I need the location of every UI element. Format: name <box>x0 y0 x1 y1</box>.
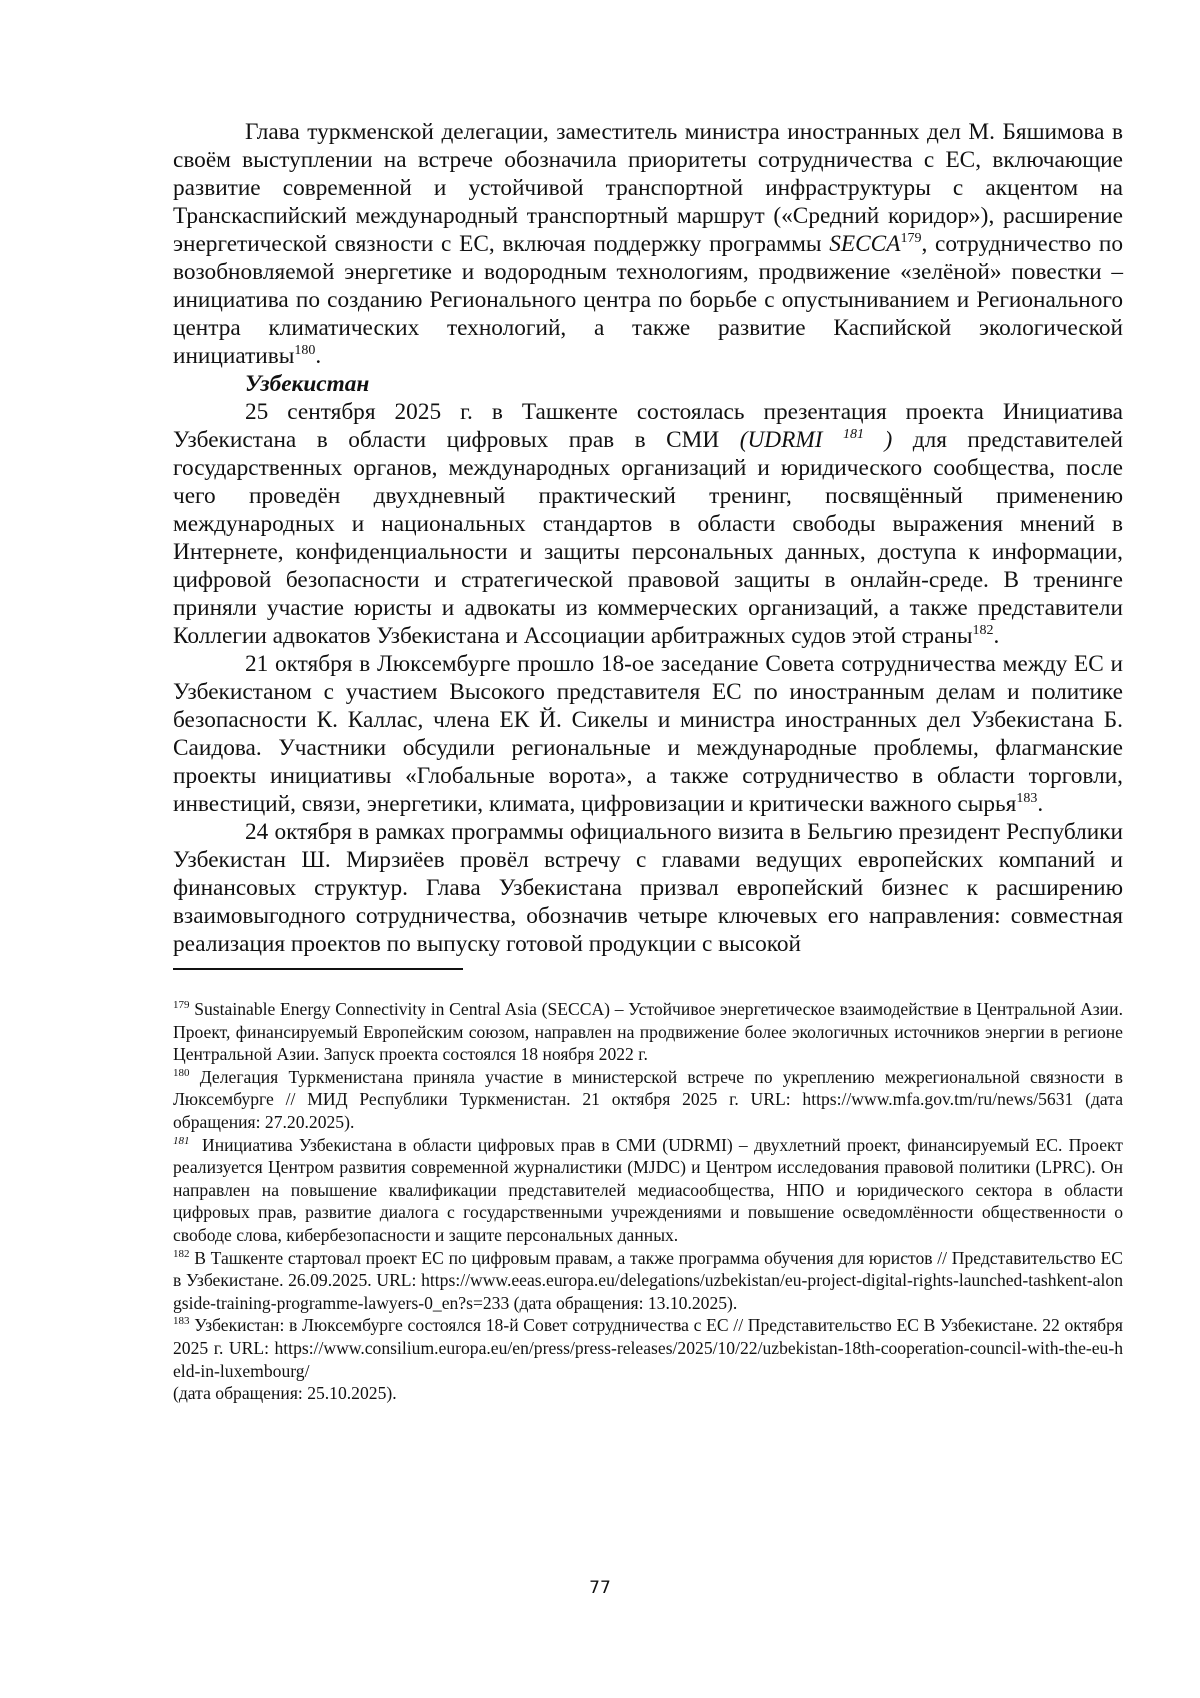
footnote-179: $^{179}$ Sustainable Energy Connectivity in Central Asia (SECCA) – Устойчивое энергетическое взаимодействие в Центральной Азии. Проект, финансируемый Европейским союзом, направлен на продвижение более экологичных источников энергии в регионе Центральной Азии. Запуск проекта состоялся 18 ноября 2022 г. <box>173 999 1123 1065</box>
secca-term: SECCA <box>829 231 901 257</box>
footnote-access-date: (дата обращения: 25.10.2025). <box>173 1383 397 1404</box>
footnote-number: 181 <box>173 1134 190 1147</box>
paragraph-cooperation-council: 21 октября в Люксембурге прошло 18-ое заседание Совета сотрудничества между ЕС и Узбекистаном с участием Высокого представителя ЕС по иностранным делам и политике безопасности К. Каллас, члена ЕК Й. Сикелы и министра иностранных дел Узбекистана Б. Саидова. Участники обсудили региональные и международные проблемы, флагманские проекты инициативы «Глобальные ворота», а также сотрудничество в области торговли, инвестиций, связи, энергетики, климата, цифровизации и критически важного сырья$^{183}$. <box>173 651 1123 817</box>
footnote-ref-179[interactable]: 179 <box>900 231 922 246</box>
paragraph-udrmi-presentation: 25 сентября 2025 г. в Ташкенте состоялась презентация проекта Инициатива Узбекистана в области цифровых прав в СМИ (UDRMI $^{181}$ ) для представителей государственных органов, международных организаций и юридического сообщества, после чего проведён двухдневный практический тренинг, посвящённый применению международных и национальных стандартов в области свободы выражения мнений в Интернете, конфиденциальности и защиты персональных данных, доступа к информации, цифровой безопасности и стратегической правовой защиты в онлайн-среде. В тренинге приняли участие юристы и адвокаты из коммерческих организаций, а также представители Коллегии адвокатов Узбекистана и Ассоциации арбитражных судов этой страны$^{182}$. <box>173 399 1123 649</box>
footnote-ref-182[interactable]: 182 <box>972 623 994 638</box>
section-heading-uzbekistan: Узбекистан <box>245 371 370 397</box>
footnote-number: 180 <box>173 1066 190 1079</box>
footnote-182: $^{182}$ В Ташкенте стартовал проект ЕС по цифровым правам, а также программа обучения для юристов // Представительство ЕС в Узбекистане. 26.09.2025. URL: https://www.eeas.europa.eu/delegations/uzbekistan/eu-project-digital-rights-launched-tashkent-alongside-training-programme-lawyers-0_en?s=233 (дата обращения: 13.10.2025). <box>173 1247 1123 1313</box>
footnote-ref-181[interactable]: 181 <box>843 427 864 442</box>
paragraph-mirziyoyev-visit: 24 октября в рамках программы официального визита в Бельгию президент Республики Узбекистан Ш. Мирзиёев провёл встречу с главами ведущих европейских компаний и финансовых структур. Глава Узбекистана призвал европейский бизнес к расширению взаимовыгодного сотрудничества, обозначив четыре ключевых его направления: совместная реализация проектов по выпуску готовой продукции с высокой <box>173 819 1123 957</box>
footnote-ref-183[interactable]: 183 <box>1016 791 1038 806</box>
footnote-number: 182 <box>173 1247 190 1260</box>
page-number: 77 <box>589 1578 611 1598</box>
udrmi-term: (UDRMI $^{181}$ ) <box>739 427 893 453</box>
footnote-number: 183 <box>173 1315 190 1328</box>
footnote-ref-180[interactable]: 180 <box>294 343 316 358</box>
footnote-180: $^{180}$ Делегация Туркменистана приняла участие в министерской встрече по укреплению межрегиональной связности в Люксембурге // МИД Республики Туркменистан. 21 октября 2025 г. URL: https://www.mfa.gov.tm/ru/news/5631 (дата обращения: 27.20.2025). <box>173 1066 1123 1132</box>
page-body <box>173 118 1123 1405</box>
footnote-separator <box>173 968 463 970</box>
paragraph-turkmen-delegation: Глава туркменской делегации, заместитель министра иностранных дел М. Бяшимова в своём выступлении на встрече обозначила приоритеты сотрудничества с ЕС, включающие развитие современной и устойчивой транспортной инфраструктуры с акцентом на Транскаспийский международный транспортный маршрут («Средний коридор»), расширение энергетической связности с ЕС, включая поддержку программы SECCA$^{179}$, сотрудничество по возобновляемой энергетике и водородным технологиям, продвижение «зелёной» повестки – инициатива по созданию Регионального центра по борьбе с опустыниванием и Регионального центра климатических технологий, а также развитие Каспийской экологической инициативы$^{180}$. <box>173 119 1123 369</box>
footnote-number: 179 <box>173 999 190 1011</box>
footnote-181: $^{181}$ Инициатива Узбекистана в области цифровых прав в СМИ (UDRMI) – двухлетний проект, финансируемый ЕС. Проект реализуется Центром развития современной журналистики (MJDC) и Центром исследования правовой политики (LPRC). Он направлен на повышение квалификации представителей медиасообщества, НПО и юридического сектора в области цифровых прав, развитие диалога с государственными учреждениями и повышение осведомлённости общественности о свободе слова, кибербезопасности и защите персональных данных. <box>173 1134 1124 1245</box>
footnote-183: $^{183}$ Узбекистан: в Люксембурге состоялся 18-й Совет сотрудничества с ЕС // Представительство ЕС В Узбекистане. 22 октября 2025 г. URL: https://www.consilium.europa.eu/en/press/press-releases/2025/10/22/uzbekistan-18th-cooperation-council-with-the-eu-held-in-luxembourg/ (дата обращения: 25.10.2025). <box>173 1315 1123 1404</box>
